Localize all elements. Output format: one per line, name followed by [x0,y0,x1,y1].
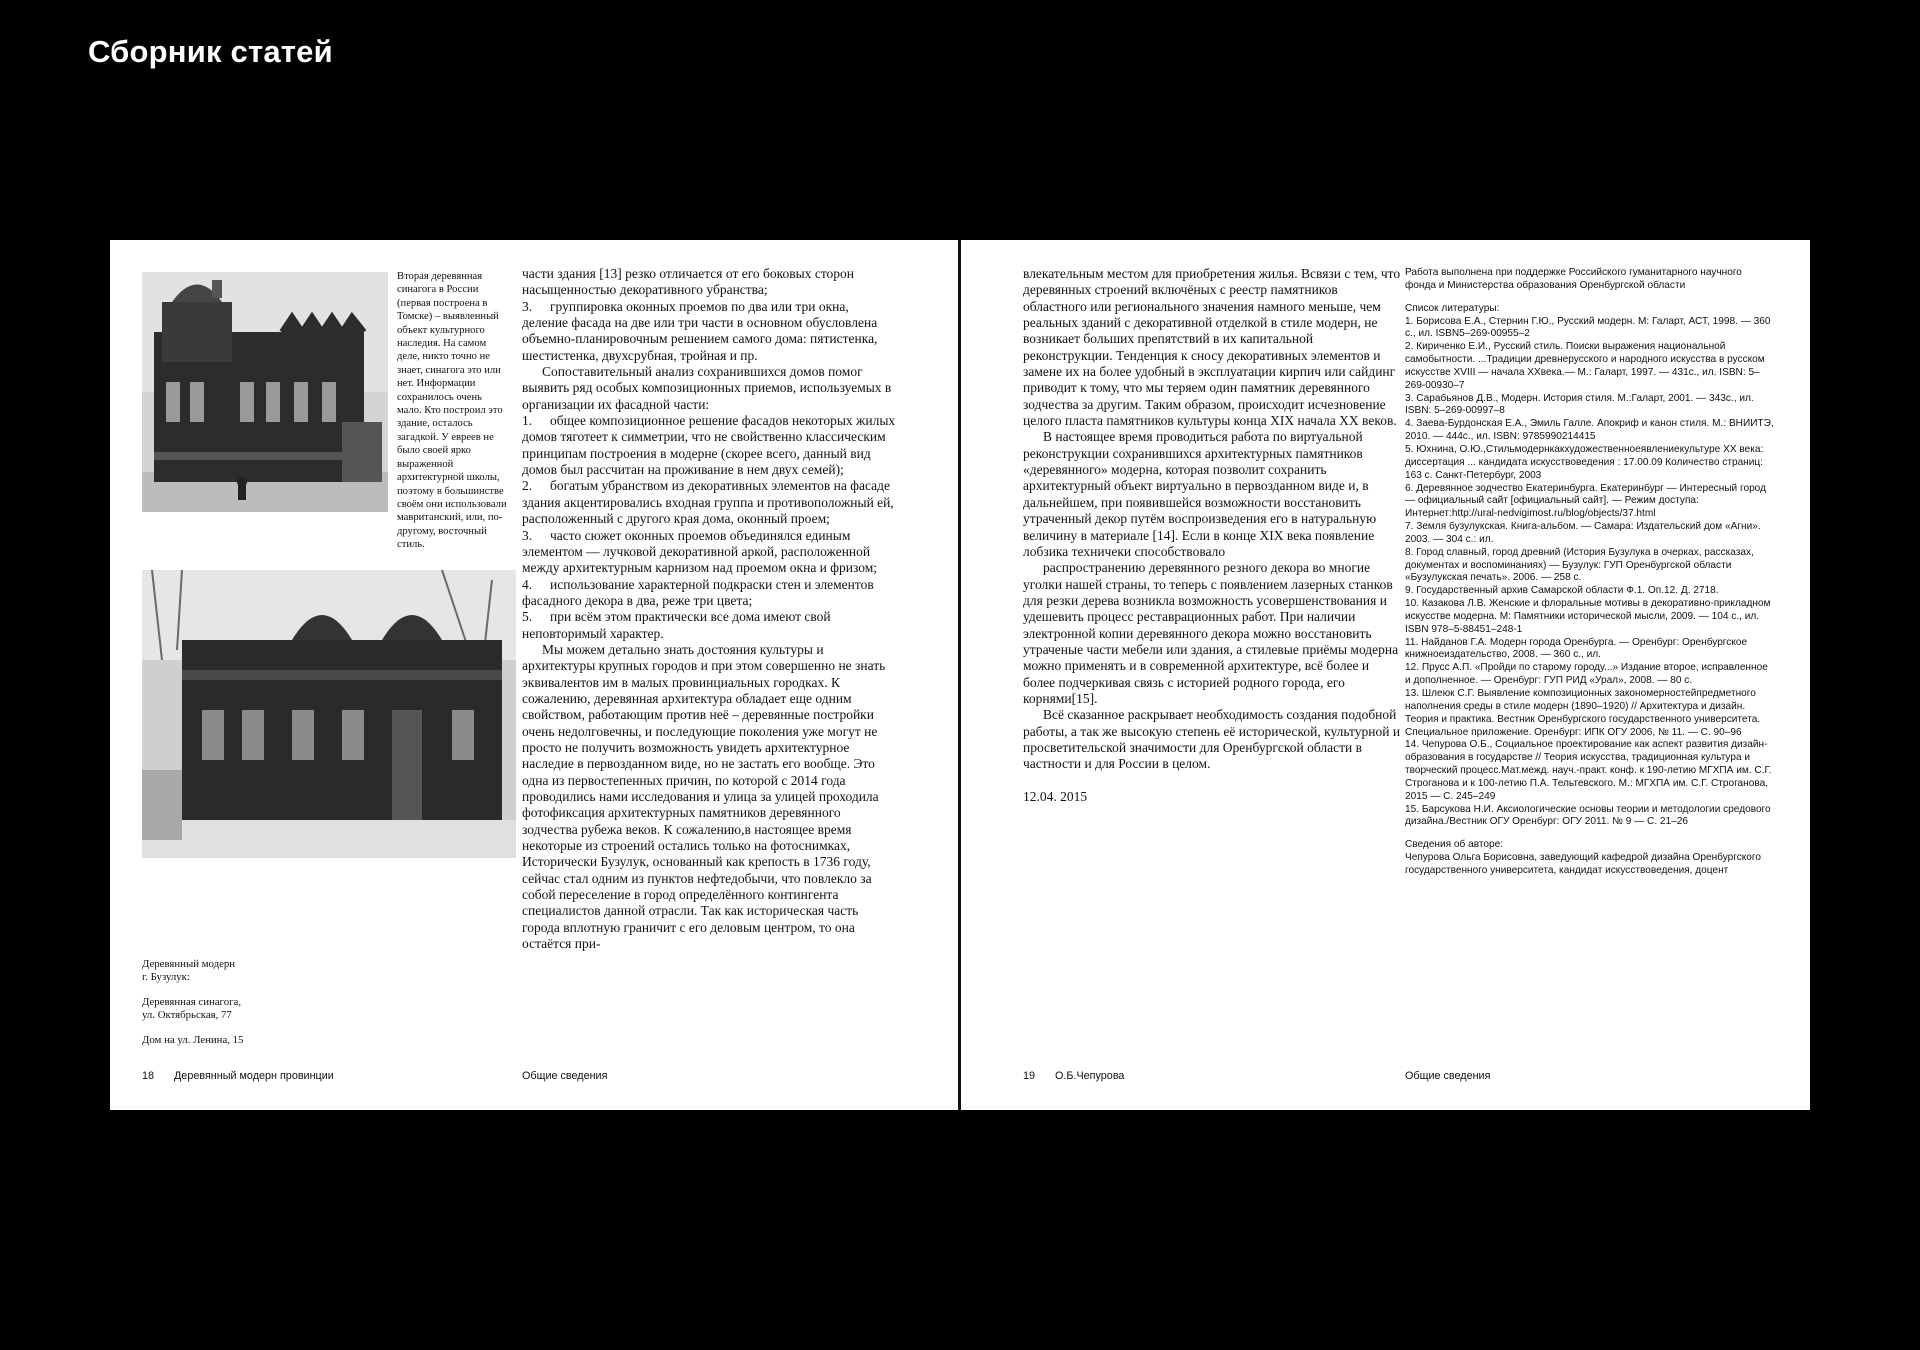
caption-title: Деревянный модерн г. Бузулук: [142,958,236,983]
paragraph: распространению деревянного резного декора во многие уголки нашей страны, то теперь с появлением лазерных станков для резки дерева возникла возможность усовершенствования и удешевить процесс реставрационных работ. При наличии электронной копии деревянного декора можно восстановить утраченые части мебели или здания, а стилевые приёмы модерна можно применять и в современной архитектуре, всё более и более подчеркивая связь с историей родного города, его корнями[15]. [1023,560,1399,706]
reference-item: 13. Шлеюк С.Г. Выявление композиционных закономерностейпредметного наполнения среды в стиле модерн (1890–1920) // Архитектура и дизайн. Теория и практика. Вестник Оренбургского государственного университета. Специальное приложение. Оренбург: ИПК ОГУ 2006, № 11. — С. 90–96 [1405,688,1761,738]
paragraph: влекательным местом для приобретения жилья. Всвязи с тем, что деревянных строений включёных с реестр памятников областного или регионального значения намного меньше, чем реальных зданий с декоративной отделкой в стиле модерн, не возникает больших препятствий в их капитальной реконструкции. Тенденция к сносу декоративных элементов и замене их на более удобный в эксплуатации кирпич или сайдинг приводит к тому, что мы теряем один памятник деревянного зодчества за другим. Таким образом, происходит исчезновение целого пласта памятников культуры конца XIX начала XX веков. [1023,266,1401,429]
list-item: 3. группировка оконных проемов по два или три окна, деление фасада на две или три части в основном обусловлена объемно-планировочным решением самого дома: пятистенка, шестистенка, двухсрубная, тройная и пр. [522,298,878,363]
references-column [1405,267,1775,878]
paragraph: В настоящее время проводиться работа по виртуальной реконструкции сохранившихся архитектурных памятников «деревянного» модерна, которая позволит сохранить архитектурный объект виртуально в первозданном виде и, в дальнейшем, при появившейся возможности восстановить утраченный декор путём воспроизведения его в натуральную величину в материале [14]. Если в конце XIX века появление лобзика техничеки способствовало [1023,429,1377,559]
reference-item: 15. Барсукова Н.И. Аксиологические основы теории и методологии средового дизайна./Вестник ОГУ Оренбург: ОГУ 2011. № 9 — С. 21–26 [1405,803,1771,828]
page-number: 18 [142,1070,155,1082]
reference-item: 5. Юхнина, О.Ю.,Стильмодернкакхудожественноеявлениекультуре XX века: диссертация ... кандидата искусствоведения : 17.00.09 Количество страниц: 163 с. Санкт-Петербург, 2003 [1405,443,1764,481]
paragraph: Мы можем детально знать достояния культуры и архитектуры крупных городов и при этом совершенно не знать эквивалентов им в малых провинциальных городках. К сожалению, деревянная архитектура обладает еще одним свойством, работающим против неё – деревянные постройки очень недолговечны, и последующие поколения уже могут не просто не получить возможность увидеть архитектурное наследие в первозданном виде, но не застать его вообще. Это одна из первостепенных причин, по которой с 2014 года проводились нами исследования и улица за улицей проходила фотофиксация архитектурных памятников деревянного зодчества рубежа веков. К сожалению,в настоящее время некоторые из строений остались только на фотоснимках, Исторически Бузулук, основанный как крепость в 1736 году, сейчас стал одним из пунктов нефтедобычи, что повлекло за собой переселение в город определённого контингента специалистов данной отрасли. Так как историческая часть города вплотную граничит с его деловым центром, то она остаётся при- [522,641,886,952]
reference-item: 8. Город славный, город древний (История Бузулука в очерках, рассказах, документах и воспоминаниях) — Бузулук: ГУП Оренбургской области «Бузулукская печать». 2006. — 258 с. [1405,546,1754,584]
list-item: 2. богатым убранством из декоративных элементов на фасаде здания акцентировались входная группа и противоположный ей, расположенный с другого края дома, оконный проем; [522,478,894,527]
support-note: Работа выполнена при поддержке Российского гуманитарного научного фонда и Министерства образования Оренбургской области [1405,267,1742,291]
author-info: Чепурова Ольга Борисовна, заведующий кафедрой дизайна Оренбургского государственного университета, кандидат искусствоведения, доцент [1405,852,1761,876]
reference-item: 14. Чепурова О.Б., Социальное проектирование как аспект развития дизайн-образования в государстве // Теория искусства, традиционная культура и творческий процесс.Мат.межд. науч.-практ. конф. к 190-летию МГХПА им. С.Г. Строганова и к 100-летию П.А. Тельтевского. М.: МГХПА им. С.Г. Строганова, 2015 — С. 245–249 [1405,739,1772,802]
right-main-text [1023,266,1403,805]
page-title: Сборник статей [88,34,333,69]
list-item: 3. часто сюжет оконных проемов объединялся единым элементом — лучковой декоративной аркой, расположенной между архитектурным карнизом над проемом окна и фризом; [522,527,878,576]
reference-item: 7. Земля бузулукская. Книга-альбом. — Самара: Издательский дом «Агни». 2003. — 304 с.: ил. [1405,521,1761,545]
reference-item: 2. Кириченко Е.И., Русский стиль. Поиски выражения национальной самобытности. ...Традиции древнерусского и народного искусства в русском искусстве XVIII — начала XXвека.— М.: Галарт, 1997. — 431с., ил. ISBN: 5–269-00930–7 [1405,341,1765,391]
right-page [961,240,1810,1110]
paragraph: Сопоставительный анализ сохранившихся домов помог выявить ряд особых композиционных приемов, используемых в организации их фасадной части: [522,364,892,412]
running-title: О.Б.Чепурова [1055,1070,1125,1082]
caption-house: Дом на ул. Ленина, 15 [142,1034,244,1046]
paragraph: Всё сказанное раскрывает необходимость создания подобной работы, а так же высокую степень её исторической, культурной и просветительской значимости для Оренбургской области в частности и для России в целом. [1023,707,1401,772]
reference-item: 9. Государственный архив Самарской области Ф.1. Оп.12. Д. 2718. [1405,585,1719,597]
author-heading: Сведения об авторе: [1405,839,1504,851]
section-title: Общие сведения [1405,1070,1491,1082]
list-item: 4. использование характерной подкраски стен и элементов фасадного декора в два, реже три цвета; [522,576,874,608]
left-page [110,240,958,1110]
reference-item: 3. Сарабьянов Д.В., Модерн. История стиля. М.:Галарт, 2001. — 343с., ил. ISBN: 5–269-00997–8 [1405,392,1754,417]
list-item: 5. при всём этом практически все дома имеют свой неповторимый характер. [522,609,831,641]
paragraph: части здания [13] резко отличается от его боковых сторон насыщенностью декоративного убранства; [522,266,855,298]
date: 12.04. 2015 [1023,788,1088,804]
section-title: Общие сведения [522,1070,608,1082]
list-item: 1. общее композиционное решение фасадов некоторых жилых домов тяготеет к симметрии, что не свойственно классическим принципам построения в модерне (скорее всего, данный вид домов был рассчитан на проживание в нем двух семей); [522,413,896,478]
left-main-text [522,266,897,952]
reference-item: 10. Казакова Л.В. Женские и флоральные мотивы в декоративно-прикладном искусстве модерна. М: Памятники исторической мысли, 2009. — 104 с., ил. ISBN 978–5-88451–248-1 [1405,598,1771,635]
references-heading: Список литературы: [1405,302,1500,314]
synagogue-photo [142,272,388,512]
synagogue-caption: Вторая деревянная синагога в России (первая построена в Томске) – выявленный объект культурного наследия. На самом деле, никто точно не знает, синагога это или нет. Информации сохранилось очень мало. Кто построил это здание, осталось загадкой. У евреев не было своей ярко выраженной архитектурной школы, поэтому в большинстве своём они использовали мавританский, или, по-другому, восточный стиль. [397,271,507,551]
page-number: 19 [1023,1070,1036,1082]
reference-item: 11. Найданов Г.А. Модерн города Оренбурга. — Оренбург: Оренбургское книжноеиздательство, 2008. — 360 с., ил. [1405,636,1748,661]
caption-synagogue: Деревянная синагога, ул. Октябрьская, 77 [142,996,242,1021]
references-list [1405,316,1775,830]
reference-item: 12. Прусс А.П. «Пройди по старому городу...» Издание второе, исправленное и дополненное. — Оренбург: ГУП РИД «Урал», 2008. — 80 с. [1405,662,1768,687]
wooden-house-photo [142,570,516,858]
running-title: Деревянный модерн провинции [174,1070,334,1082]
photo-captions [142,958,302,1059]
reference-item: 1. Борисова Е.А., Стернин Г.Ю., Русский модерн. М: Галарт, АСТ, 1998. — 360 с., ил. ISBN5–269-00955–2 [1405,315,1771,340]
reference-item: 6. Деревянное зодчество Екатеринбурга. Екатеринбург — Интересный город — официальный сайт [официальный сайт]. — Режим доступа: Интернет:http://ural-nedvigimost.ru/blog/objects/37.html [1405,482,1766,520]
reference-item: 4. Заева-Бурдонская Е.А., Эмиль Галле. Апокриф и канон стиля. М.: ВНИИТЭ, 2010. — 444с., ил. ISBN: 9785990214415 [1405,418,1774,443]
